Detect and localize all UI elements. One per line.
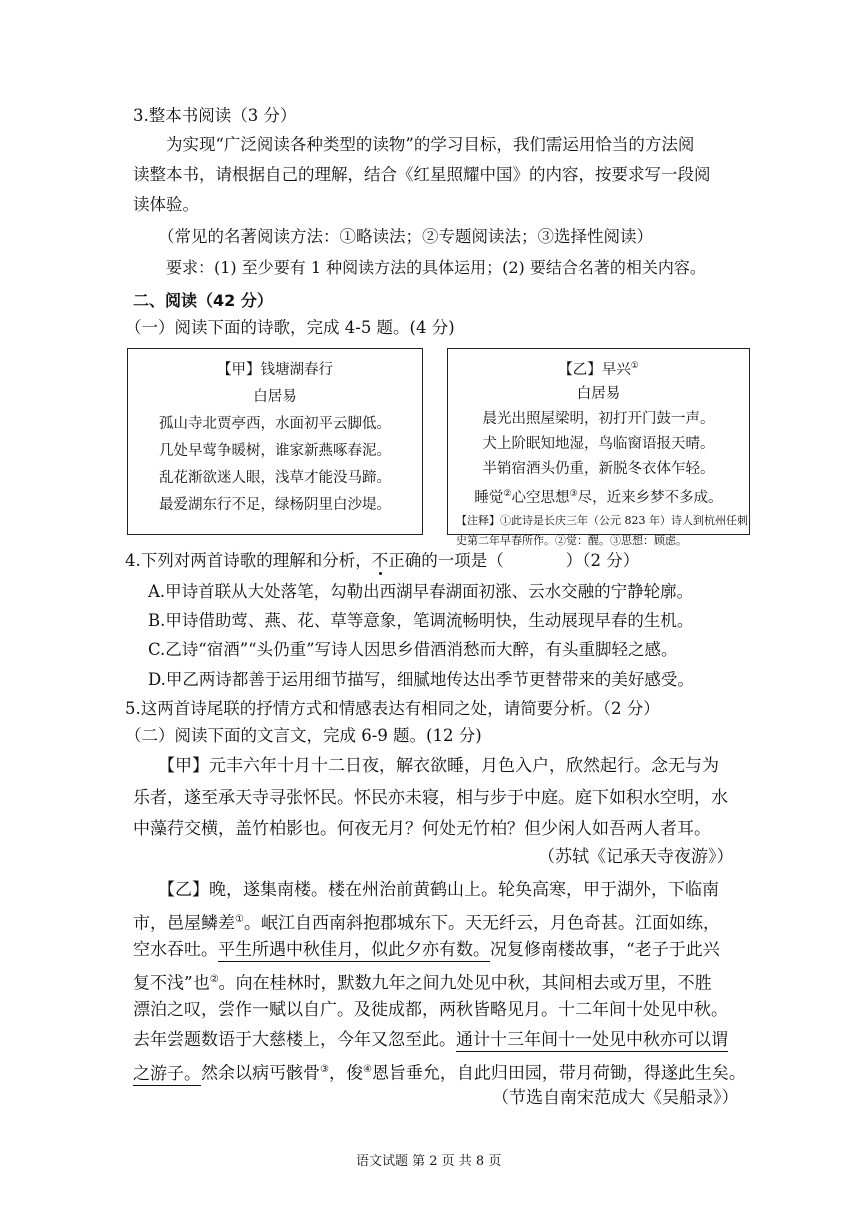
underlined-sentence: 之游子。: [133, 1063, 201, 1084]
q4-option-c: C.乙诗“宿酒”“头仍重”写诗人因思乡借酒消愁而大醉，有头重脚轻之感。: [148, 640, 678, 659]
poem-b-author: 白居易: [576, 385, 621, 402]
q4-option-b: B.甲诗借助莺、燕、花、草等意象，笔调流畅明快，生动展现早春的生机。: [148, 611, 694, 630]
text-b-source: （节选自南宋范成大《吴船录》）: [492, 1088, 739, 1108]
q3-paragraph-line2: 读整本书，请根据自己的理解，结合《红星照耀中国》的内容，按要求写一段阅: [133, 165, 711, 184]
text-b-line: 市，邑屋鳞差①。岷江自西南斜抱郡城东下。天无纤云，月色奇甚。江面如练，: [133, 913, 720, 934]
q4-stem: 4.下列对两首诗歌的理解和分析，不正确的一项是（ ）（2 分）: [125, 551, 640, 570]
text-a-line: 【甲】元丰六年十月十二日夜，解衣欲睡，月色入户，欣然起行。念无与为: [158, 756, 719, 776]
q3-paragraph-line1: 为实现“广泛阅读各种类型的读物”的学习目标，我们需运用恰当的方法阅: [166, 135, 695, 154]
poem-a-line: 乱花渐欲迷人眼，浅草才能没马蹄。: [159, 470, 391, 486]
poem-b-line: 半销宿酒头仍重，新脱冬衣体乍轻。: [482, 460, 715, 477]
q3-requirement: 要求：(1) 至少要有 1 种阅读方法的具体运用；(2) 要结合名著的相关内容。: [166, 258, 706, 277]
poem-a-line: 最爱湖东行不足，绿杨阴里白沙堤。: [159, 497, 391, 513]
part2-heading: （二）阅读下面的文言文，完成 6-9 题。(12 分): [125, 726, 482, 745]
text-b-line: 复不浅”也②。向在桂林时，默数九年之间九处见中秋，其间相去或万里，不胜: [133, 973, 712, 994]
text-b-line: 【乙】晚，遂集南楼。楼在州治前黄鹤山上。轮奂高寒，甲于湖外，下临南: [158, 880, 719, 900]
poem-b-line: 睡觉②心空思想③尽，近来乡梦不多成。: [474, 488, 723, 506]
section2-title: 二、阅读（42 分）: [133, 291, 273, 310]
text-b-line: 之游子。然余以病丐骸骨③，俊④恩旨垂允，自此归田园，带月荷锄，得遂此生矣。: [133, 1063, 746, 1084]
text-b-line: 漂泊之叹，尝作一赋以自广。及徙成都，两秋皆略见月。十二年间十处见中秋。: [133, 1000, 728, 1020]
poem-a-title: 【甲】钱塘湖春行: [217, 362, 333, 378]
q3-methods: （常见的名著阅读方法：①略读法；②专题阅读法；③选择性阅读）: [158, 227, 653, 246]
underlined-sentence: 通计十三年间十一处见中秋亦可以谓: [456, 1030, 728, 1050]
poem-b-line: 犬上阶眠知地湿，鸟临窗语报天晴。: [482, 435, 715, 452]
poem-a-box: [127, 348, 423, 535]
q5-stem: 5.这两首诗尾联的抒情方式和情感表达有相同之处，请简要分析。（2 分）: [125, 699, 660, 718]
q4-option-a: A.甲诗首联从大处落笔，勾勒出西湖早春湖面初涨、云水交融的宁静轮廓。: [148, 582, 694, 601]
underlined-sentence: 平生所遇中秋佳月，似此夕亦有数。: [218, 940, 490, 960]
poem-b-note: 史第二年早春所作。②觉：醒。③思想：顾虑。: [456, 533, 687, 547]
poem-b-note: 【注释】①此诗是长庆三年（公元 823 年）诗人到杭州任刺: [456, 513, 748, 527]
poem-a-line: 孤山寺北贾亭西，水面初平云脚低。: [159, 416, 391, 432]
page-footer: 语文试题 第 2 页 共 8 页: [356, 1154, 502, 1169]
q3-title: 3.整本书阅读（3 分）: [133, 106, 297, 125]
poem-b-box: [447, 348, 750, 547]
poem-a-author: 白居易: [253, 389, 297, 405]
q4-option-d: D.甲乙两诗都善于运用细节描写，细腻地传达出季节更替带来的美好感受。: [148, 670, 694, 689]
part1-heading: （一）阅读下面的诗歌，完成 4-5 题。(4 分): [125, 318, 455, 337]
poem-a-line: 几处早莺争暖树，谁家新燕啄春泥。: [159, 443, 391, 459]
text-a-line: 中藻荇交横，盖竹柏影也。何夜无月？何处无竹柏？但少闲人如吾两人者耳。: [133, 819, 711, 839]
text-b-line: 去年尝题数语于大慈楼上，今年又忽至此。通计十三年间十一处见中秋亦可以谓: [133, 1030, 728, 1050]
text-a-source: （苏轼《记承天寺夜游》）: [538, 847, 734, 867]
poem-b-title: 【乙】早兴①: [558, 361, 639, 378]
text-a-line: 乐者，遂至承天寺寻张怀民。怀民亦未寝，相与步于中庭。庭下如积水空明，水: [133, 788, 728, 808]
q3-paragraph-line3: 读体验。: [133, 195, 199, 214]
poem-b-line: 晨光出照屋梁明，初打开门鼓一声。: [482, 410, 715, 427]
text-b-line: 空水吞吐。平生所遇中秋佳月，似此夕亦有数。况复修南楼故事，“老子于此兴: [133, 940, 720, 960]
